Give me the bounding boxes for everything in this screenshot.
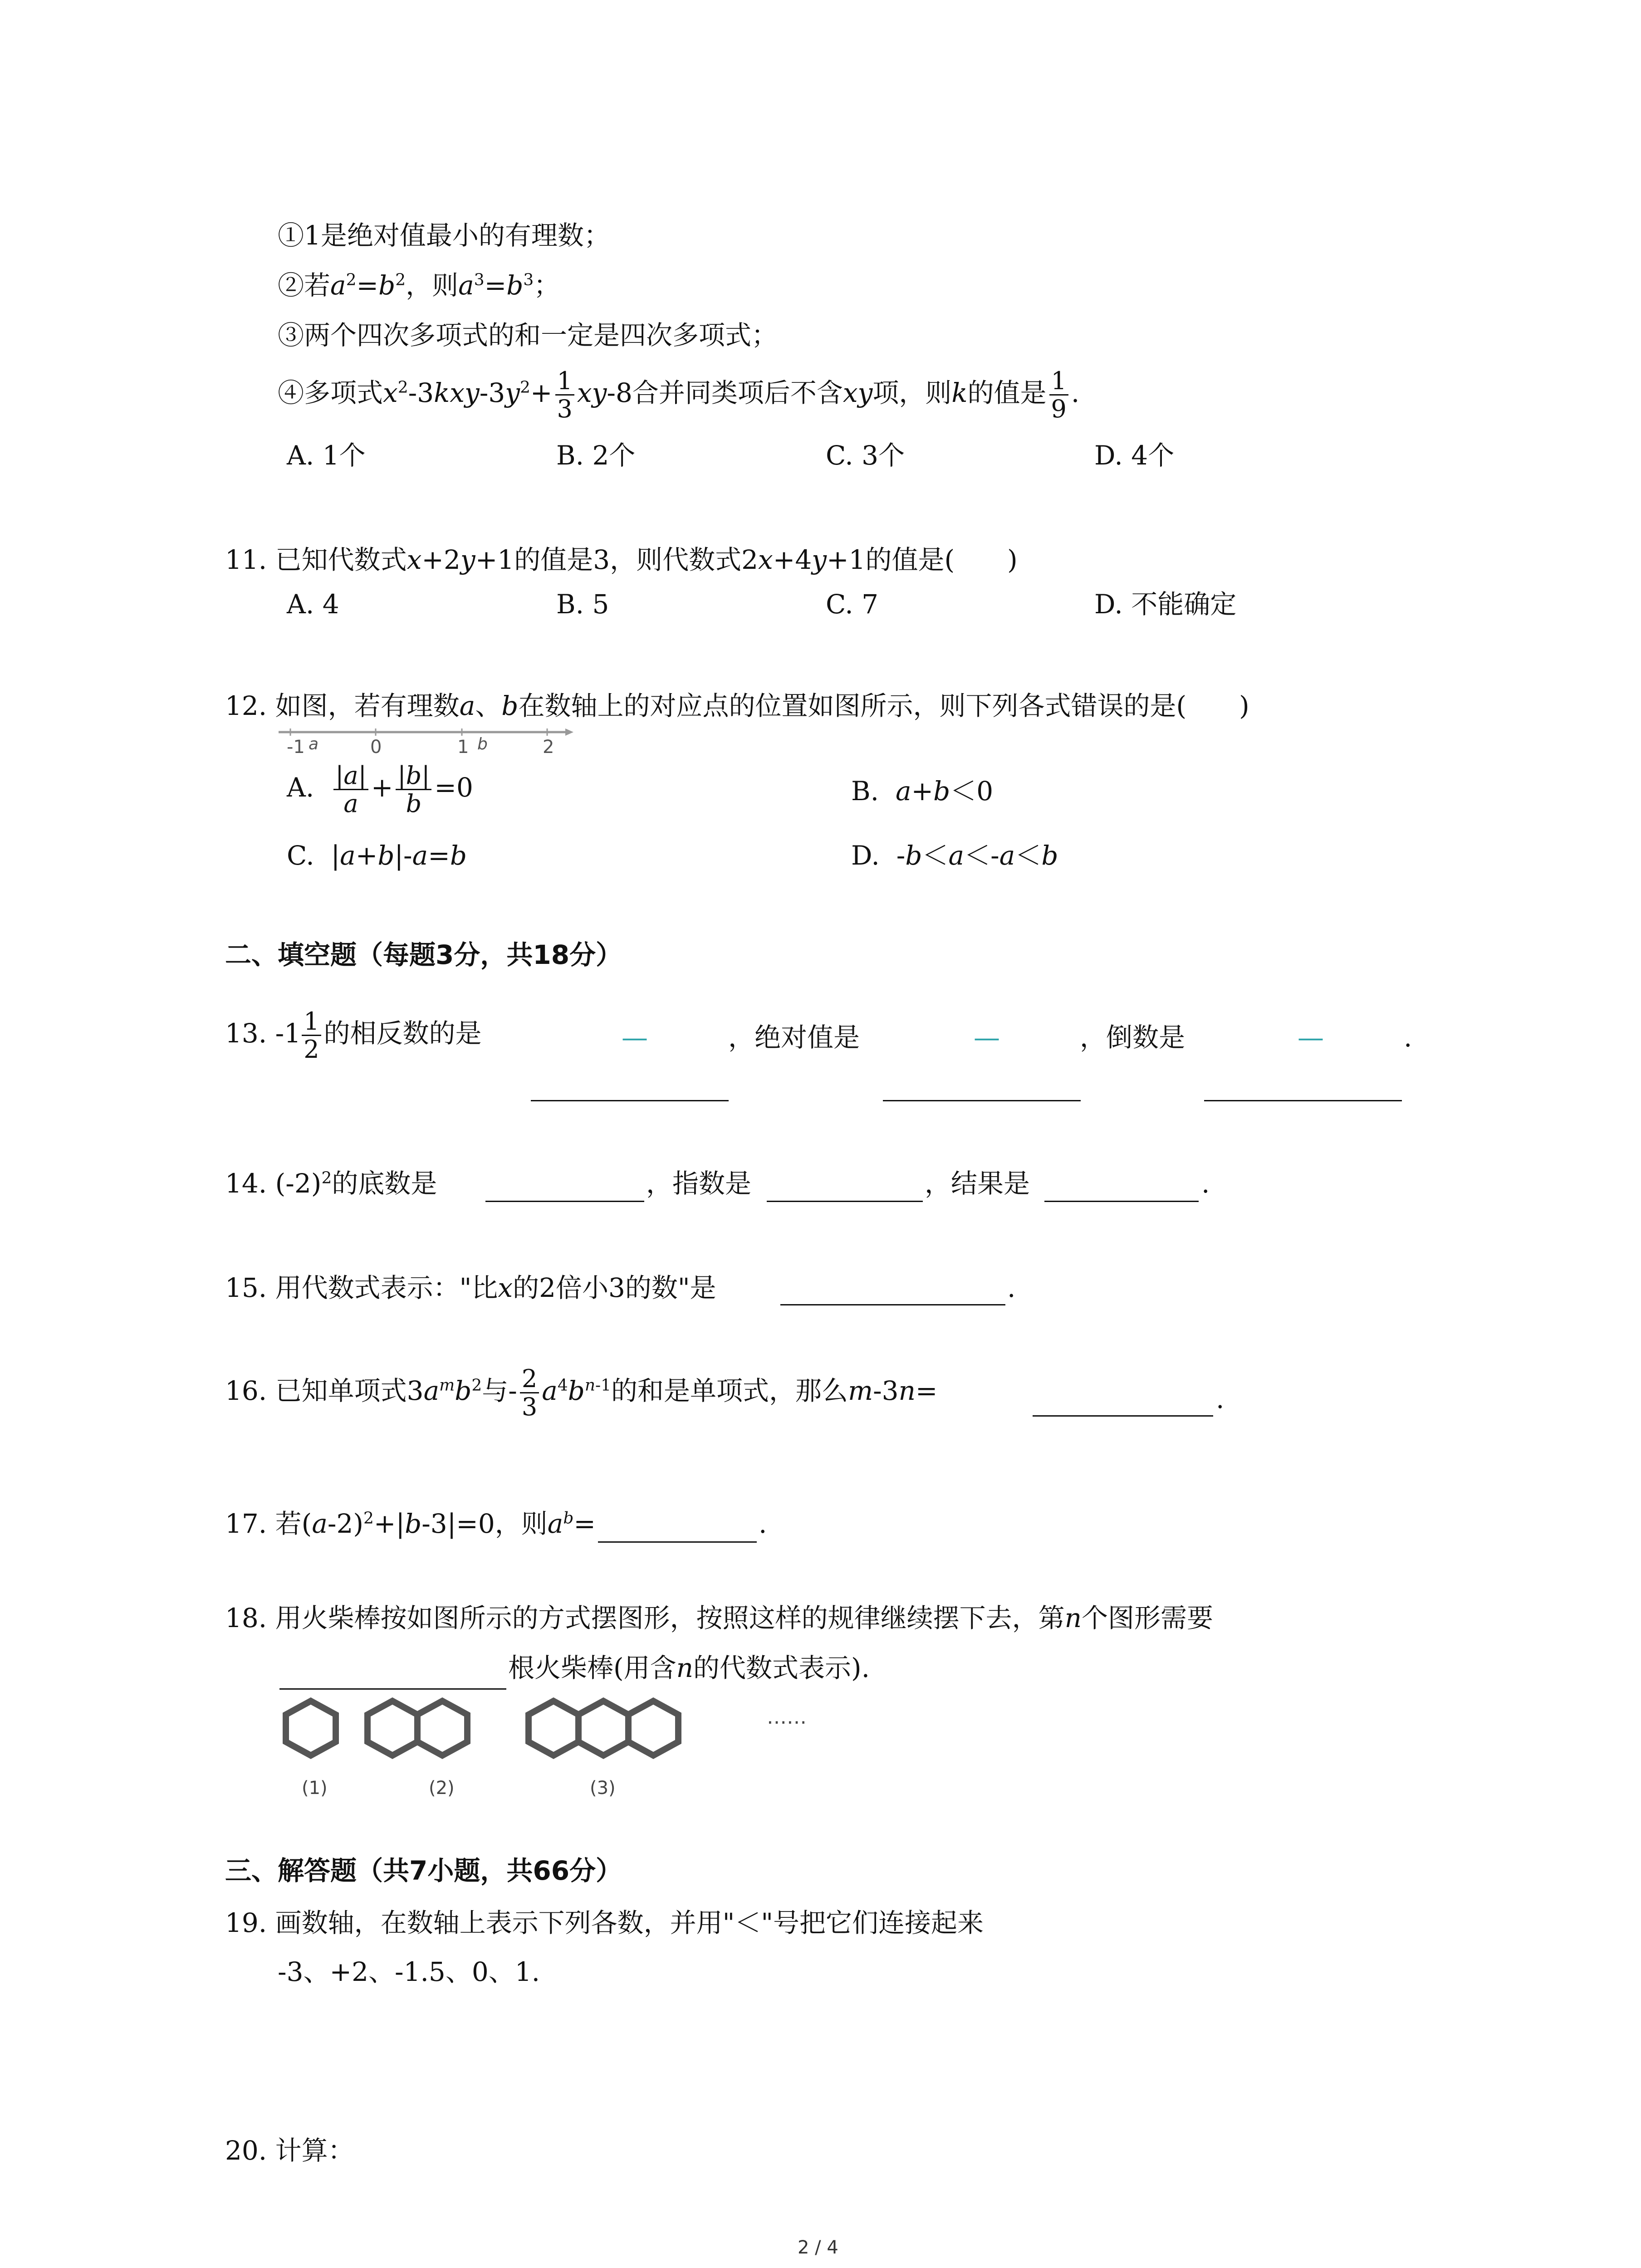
q10-statement-4: ④多项式$x^2-3kxy-3y^2+$ $\frac{1}{3}$ xy-8合并同类项后不含xy项，则k的值是 $\frac{1}{9}$ . bbox=[278, 367, 1080, 424]
q11-stem: 11. 已知代数式x+2y+1的值是3，则代数式2x+4y+1的值是( ) bbox=[225, 544, 1018, 575]
ellipsis: …… bbox=[767, 1706, 807, 1729]
q11-choice-c[interactable]: C. 7 bbox=[826, 589, 879, 620]
q13-answer-2: — bbox=[974, 1022, 1000, 1053]
axis-label-a: a bbox=[309, 735, 319, 753]
q17-blank[interactable] bbox=[598, 1541, 757, 1543]
q11-choice-d[interactable]: D. 不能确定 bbox=[1094, 589, 1237, 620]
q12-stem: 12. 如图，若有理数a、b在数轴上的对应点的位置如图所示，则下列各式错误的是( ) bbox=[225, 690, 1249, 721]
q16-stem: 16. 已知单项式$3a^mb^2$与- $\frac{2}{3}$ $a^4b^{n-1}$的和是单项式，那么m-3n= bbox=[225, 1364, 938, 1422]
q13-text-reciprocal: ，倒数是 bbox=[1080, 1022, 1185, 1053]
q12-choice-c[interactable]: C. |a+b|-a=b bbox=[287, 840, 467, 871]
axis-label-neg1: -1 bbox=[287, 737, 305, 758]
hexagon-2-2 bbox=[417, 1701, 467, 1755]
q13-answer-3: — bbox=[1298, 1022, 1324, 1053]
q18-blank[interactable] bbox=[279, 1688, 506, 1690]
q15-period: . bbox=[1007, 1272, 1016, 1303]
hexagon-3-1 bbox=[529, 1701, 578, 1755]
q19-line-2: -3、+2、-1.5、0、1. bbox=[278, 1956, 540, 1987]
fig-label-1: (1) bbox=[302, 1778, 328, 1799]
hexagon-3-3 bbox=[628, 1701, 678, 1755]
q10-choice-b[interactable]: B. 2个 bbox=[556, 440, 636, 471]
q17-period: . bbox=[759, 1508, 767, 1539]
hexagon-2-1 bbox=[367, 1701, 417, 1755]
q10-statement-1: ①1是绝对值最小的有理数； bbox=[278, 220, 610, 251]
q13-blank-1[interactable] bbox=[531, 1100, 729, 1101]
q20-line-1: 20. 计算： bbox=[225, 2135, 354, 2166]
number-line-figure bbox=[277, 726, 576, 762]
q11-choice-a[interactable]: A. 4 bbox=[287, 589, 339, 620]
number-line-arrow bbox=[565, 728, 573, 736]
axis-label-1: 1 bbox=[457, 737, 469, 758]
q14-blank-2[interactable] bbox=[767, 1201, 923, 1202]
section-2-title: 二、填空题（每题3分，共18分） bbox=[225, 939, 622, 970]
q10-choice-d[interactable]: D. 4个 bbox=[1094, 440, 1175, 471]
axis-label-0: 0 bbox=[370, 737, 382, 758]
q10-choice-a[interactable]: A. 1个 bbox=[287, 440, 366, 471]
q17-stem: 17. 若$(a-2)^2+|b-3|=0$，则$a^b=$ bbox=[225, 1508, 596, 1539]
q14-blank-3[interactable] bbox=[1044, 1201, 1199, 1202]
page-number: 2 / 4 bbox=[798, 2237, 838, 2258]
q16-period: . bbox=[1216, 1383, 1225, 1414]
fig-label-3: (3) bbox=[590, 1778, 616, 1799]
q13-period: . bbox=[1404, 1022, 1412, 1053]
q10-statement-3: ③两个四次多项式的和一定是四次多项式； bbox=[278, 320, 778, 351]
q15-blank[interactable] bbox=[780, 1304, 1005, 1305]
q13-blank-2[interactable] bbox=[883, 1100, 1081, 1101]
q18-line-1: 18. 用火柴棒按如图所示的方式摆图形，按照这样的规律继续摆下去，第n个图形需要 bbox=[225, 1603, 1214, 1633]
q14-text-exponent: ，指数是 bbox=[646, 1168, 752, 1199]
q14-text-result: ，结果是 bbox=[925, 1168, 1030, 1199]
q18-line-2: 根火柴棒(用含n的代数式表示). bbox=[508, 1652, 870, 1683]
matchstick-figure bbox=[272, 1696, 862, 1810]
hexagon-3-2 bbox=[578, 1701, 628, 1755]
q12-choice-d[interactable]: D. -b＜a＜-a＜b bbox=[851, 840, 1058, 871]
axis-label-b: b bbox=[477, 735, 488, 753]
q10-choice-c[interactable]: C. 3个 bbox=[826, 440, 905, 471]
q16-blank[interactable] bbox=[1033, 1415, 1213, 1417]
axis-label-2: 2 bbox=[543, 737, 554, 758]
q13-text-abs: ，绝对值是 bbox=[728, 1022, 860, 1053]
q19-line-1: 19. 画数轴，在数轴上表示下列各数，并用"＜"号把它们连接起来 bbox=[225, 1907, 984, 1938]
q14-blank-1[interactable] bbox=[485, 1201, 644, 1202]
q15-stem: 15. 用代数式表示："比x的2倍小3的数"是 bbox=[225, 1272, 716, 1303]
section-3-title: 三、解答题（共7小题，共66分） bbox=[225, 1855, 622, 1886]
q13-stem: 13. -1 $\frac{1}{2}$ 的相反数的是 bbox=[225, 1007, 482, 1064]
q14-stem: 14. $(-2)^2$的底数是 bbox=[225, 1168, 437, 1199]
q10-statement-2: ②若$a^2=b^2$，则$a^3=b^3$； bbox=[278, 270, 560, 301]
q12-choice-b[interactable]: B. a+b＜0 bbox=[851, 776, 994, 807]
q11-choice-b[interactable]: B. 5 bbox=[556, 589, 609, 620]
fig-label-2: (2) bbox=[429, 1778, 455, 1799]
q12-choice-a[interactable]: A. $\frac{|a|}{a}$ + $\frac{|b|}{b}$ =0 bbox=[287, 761, 473, 818]
q13-blank-3[interactable] bbox=[1204, 1100, 1402, 1101]
hexagon-1-1 bbox=[286, 1701, 336, 1755]
q13-answer-1: — bbox=[622, 1022, 648, 1053]
q14-period: . bbox=[1201, 1168, 1210, 1199]
